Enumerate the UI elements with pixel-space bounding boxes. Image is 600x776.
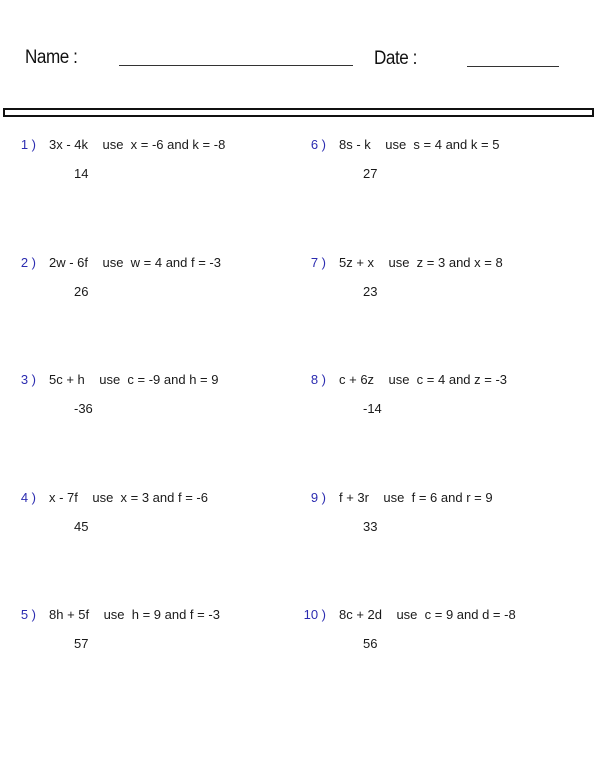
worksheet-header (0, 0, 600, 100)
date-label: Date : (374, 48, 417, 69)
problem-7 (290, 255, 570, 315)
problem-expression: 3x - 4k use x = -6 and k = -8 (49, 137, 226, 152)
problem-expression: 8h + 5f use h = 9 and f = -3 (49, 607, 220, 622)
problem-4 (0, 490, 280, 550)
problem-number: 9 ) (310, 490, 326, 505)
problem-5 (0, 607, 280, 667)
problem-answer: 45 (74, 519, 89, 534)
problem-number: 5 ) (20, 607, 36, 622)
problem-answer: 57 (74, 636, 89, 651)
double-rule-divider (3, 108, 594, 117)
problem-3 (0, 372, 280, 432)
problem-answer: 14 (74, 166, 89, 181)
problem-expression: 2w - 6f use w = 4 and f = -3 (49, 255, 221, 270)
problem-number: 10 ) (303, 607, 326, 622)
problem-expression: c + 6z use c = 4 and z = -3 (339, 372, 508, 387)
name-label: Name : (25, 47, 78, 68)
problem-answer: 23 (363, 284, 378, 299)
problem-1 (0, 137, 280, 197)
name-blank-line[interactable] (119, 65, 353, 66)
problem-expression: 5z + x use z = 3 and x = 8 (339, 255, 503, 270)
problem-answer: 33 (363, 519, 378, 534)
problem-answer: -36 (74, 401, 93, 416)
problem-number: 4 ) (20, 490, 36, 505)
problem-8 (290, 372, 570, 432)
problem-number: 7 ) (310, 255, 326, 270)
problem-answer: -14 (363, 401, 382, 416)
problem-number: 3 ) (20, 372, 36, 387)
problem-number: 6 ) (310, 137, 326, 152)
problem-expression: 8c + 2d use c = 9 and d = -8 (339, 607, 516, 622)
problem-2 (0, 255, 280, 315)
problem-expression: 8s - k use s = 4 and k = 5 (339, 137, 500, 152)
problem-number: 8 ) (310, 372, 326, 387)
problem-answer: 56 (363, 636, 378, 651)
problem-9 (290, 490, 570, 550)
problem-expression: 5c + h use c = -9 and h = 9 (49, 372, 219, 387)
problem-answer: 26 (74, 284, 89, 299)
problem-answer: 27 (363, 166, 378, 181)
problem-10 (290, 607, 570, 667)
date-blank-line[interactable] (467, 66, 559, 67)
problem-expression: x - 7f use x = 3 and f = -6 (49, 490, 208, 505)
problem-number: 2 ) (20, 255, 36, 270)
problem-expression: f + 3r use f = 6 and r = 9 (339, 490, 493, 505)
problem-6 (290, 137, 570, 197)
problem-number: 1 ) (20, 137, 36, 152)
